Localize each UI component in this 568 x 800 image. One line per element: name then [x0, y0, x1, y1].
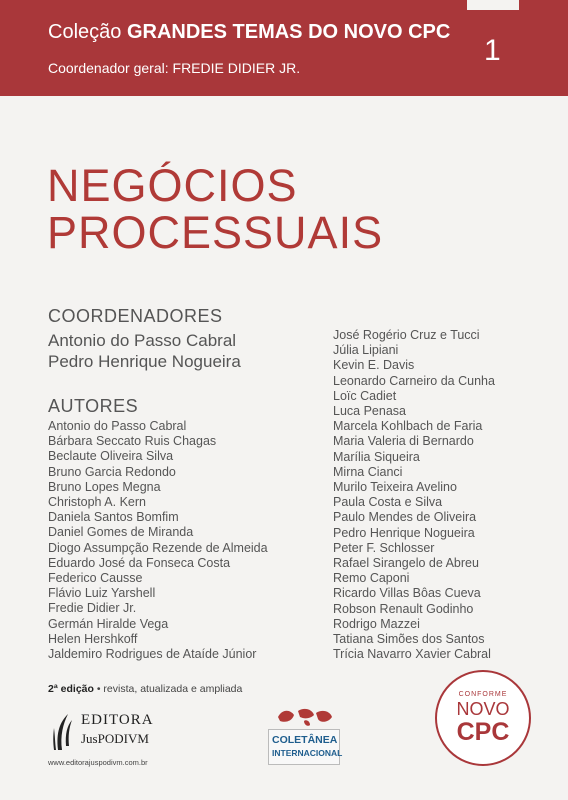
author-name: Ricardo Villas Bôas Cueva [333, 586, 481, 601]
author-name: Peter F. Schlosser [333, 540, 435, 555]
general-coordinator: Coordenador geral: FREDIE DIDIER JR. [48, 60, 301, 76]
author-name: Rafael Sirangelo de Abreu [333, 556, 479, 571]
author-name: Eduardo José da Fonseca Costa [48, 555, 231, 570]
author-name: Daniel Gomes de Miranda [48, 525, 194, 540]
book-title-line1: NEGÓCIOS [47, 160, 298, 211]
publisher-emblem-icon [50, 712, 76, 752]
author-name: Robson Renault Godinho [333, 601, 474, 616]
coordinators-heading: COORDENADORES [48, 306, 223, 326]
authors-list-left [48, 419, 268, 662]
author-name: Trícia Navarro Xavier Cabral [333, 647, 491, 662]
author-name: Helen Hershkoff [48, 631, 138, 646]
author-name: Remo Caponi [333, 571, 410, 586]
publisher-name: EDITORA [81, 712, 154, 728]
author-name: Kevin E. Davis [333, 358, 415, 373]
publisher-website: www.editorajuspodivm.com.br [48, 758, 148, 767]
edition-number: 2ª edição [48, 683, 94, 695]
author-name: Flávio Luiz Yarshell [48, 586, 156, 601]
collection-title [48, 20, 450, 44]
coletanea-box [268, 729, 343, 765]
collection-name: GRANDES TEMAS DO NOVO CPC [126, 21, 451, 43]
author-name: Paulo Mendes de Oliveira [333, 510, 477, 525]
seal-line2: NOVO [456, 699, 510, 719]
header-band [0, 0, 568, 96]
author-name: Rodrigo Mazzei [333, 616, 420, 631]
author-name: Leonardo Carneiro da Cunha [333, 373, 495, 388]
authors-list-right [333, 328, 495, 662]
author-name: Pedro Henrique Nogueira [333, 525, 475, 540]
edition-note [48, 683, 242, 695]
coletanea-badge [268, 703, 343, 767]
author-name: Federico Causse [48, 571, 143, 586]
author-name: Fredie Didier Jr. [48, 601, 137, 616]
author-name: Luca Penasa [333, 404, 406, 419]
author-name: Júlia Lipiani [333, 343, 399, 358]
seal-line1: CONFORME [458, 691, 508, 698]
author-name: Marcela Kohlbach de Faria [333, 419, 483, 434]
volume-number: 1 [484, 34, 501, 67]
author-name: Marília Siqueira [333, 449, 420, 464]
edition-description: • revista, atualizada e ampliada [93, 683, 243, 695]
author-name: Germán Hiralde Vega [48, 616, 169, 631]
author-name: Paula Costa e Silva [333, 495, 443, 510]
author-name: Diogo Assumpção Rezende de Almeida [48, 540, 268, 555]
author-name: Jaldemiro Rodrigues de Ataíde Júnior [48, 647, 257, 662]
novo-cpc-seal [435, 670, 531, 766]
author-name: Murilo Teixeira Avelino [333, 480, 457, 495]
publisher-subname: JusPODIVM [81, 731, 149, 746]
author-name: Beclaute Oliveira Silva [48, 449, 174, 464]
author-name: Christoph A. Kern [48, 495, 146, 510]
seal-line3: CPC [456, 718, 510, 746]
coordinator-name: Pedro Henrique Nogueira [48, 352, 241, 371]
author-name: Daniela Santos Bomfim [48, 510, 179, 525]
author-name: José Rogério Cruz e Tucci [333, 328, 480, 342]
collection-prefix: Coleção [48, 21, 122, 43]
author-name: Bruno Garcia Redondo [48, 464, 176, 479]
author-name: Tatiana Simões dos Santos [333, 632, 485, 647]
coordinator-name: Antonio do Passo Cabral [48, 331, 237, 350]
book-title-line2: PROCESSUAIS [47, 207, 384, 258]
coletanea-line2: INTERNACIONAL [272, 748, 343, 758]
author-name: Antonio do Passo Cabral [48, 419, 187, 433]
world-map-icon [268, 703, 340, 729]
author-name: Bárbara Seccato Ruis Chagas [48, 434, 217, 449]
author-name: Maria Valeria di Bernardo [333, 434, 474, 449]
coletanea-line1: COLETÂNEA [272, 734, 338, 746]
header-tab [467, 0, 519, 10]
authors-heading: AUTORES [48, 396, 139, 416]
author-name: Loïc Cadiet [333, 388, 397, 403]
author-name: Bruno Lopes Megna [48, 479, 161, 494]
author-name: Mirna Cianci [333, 464, 403, 479]
